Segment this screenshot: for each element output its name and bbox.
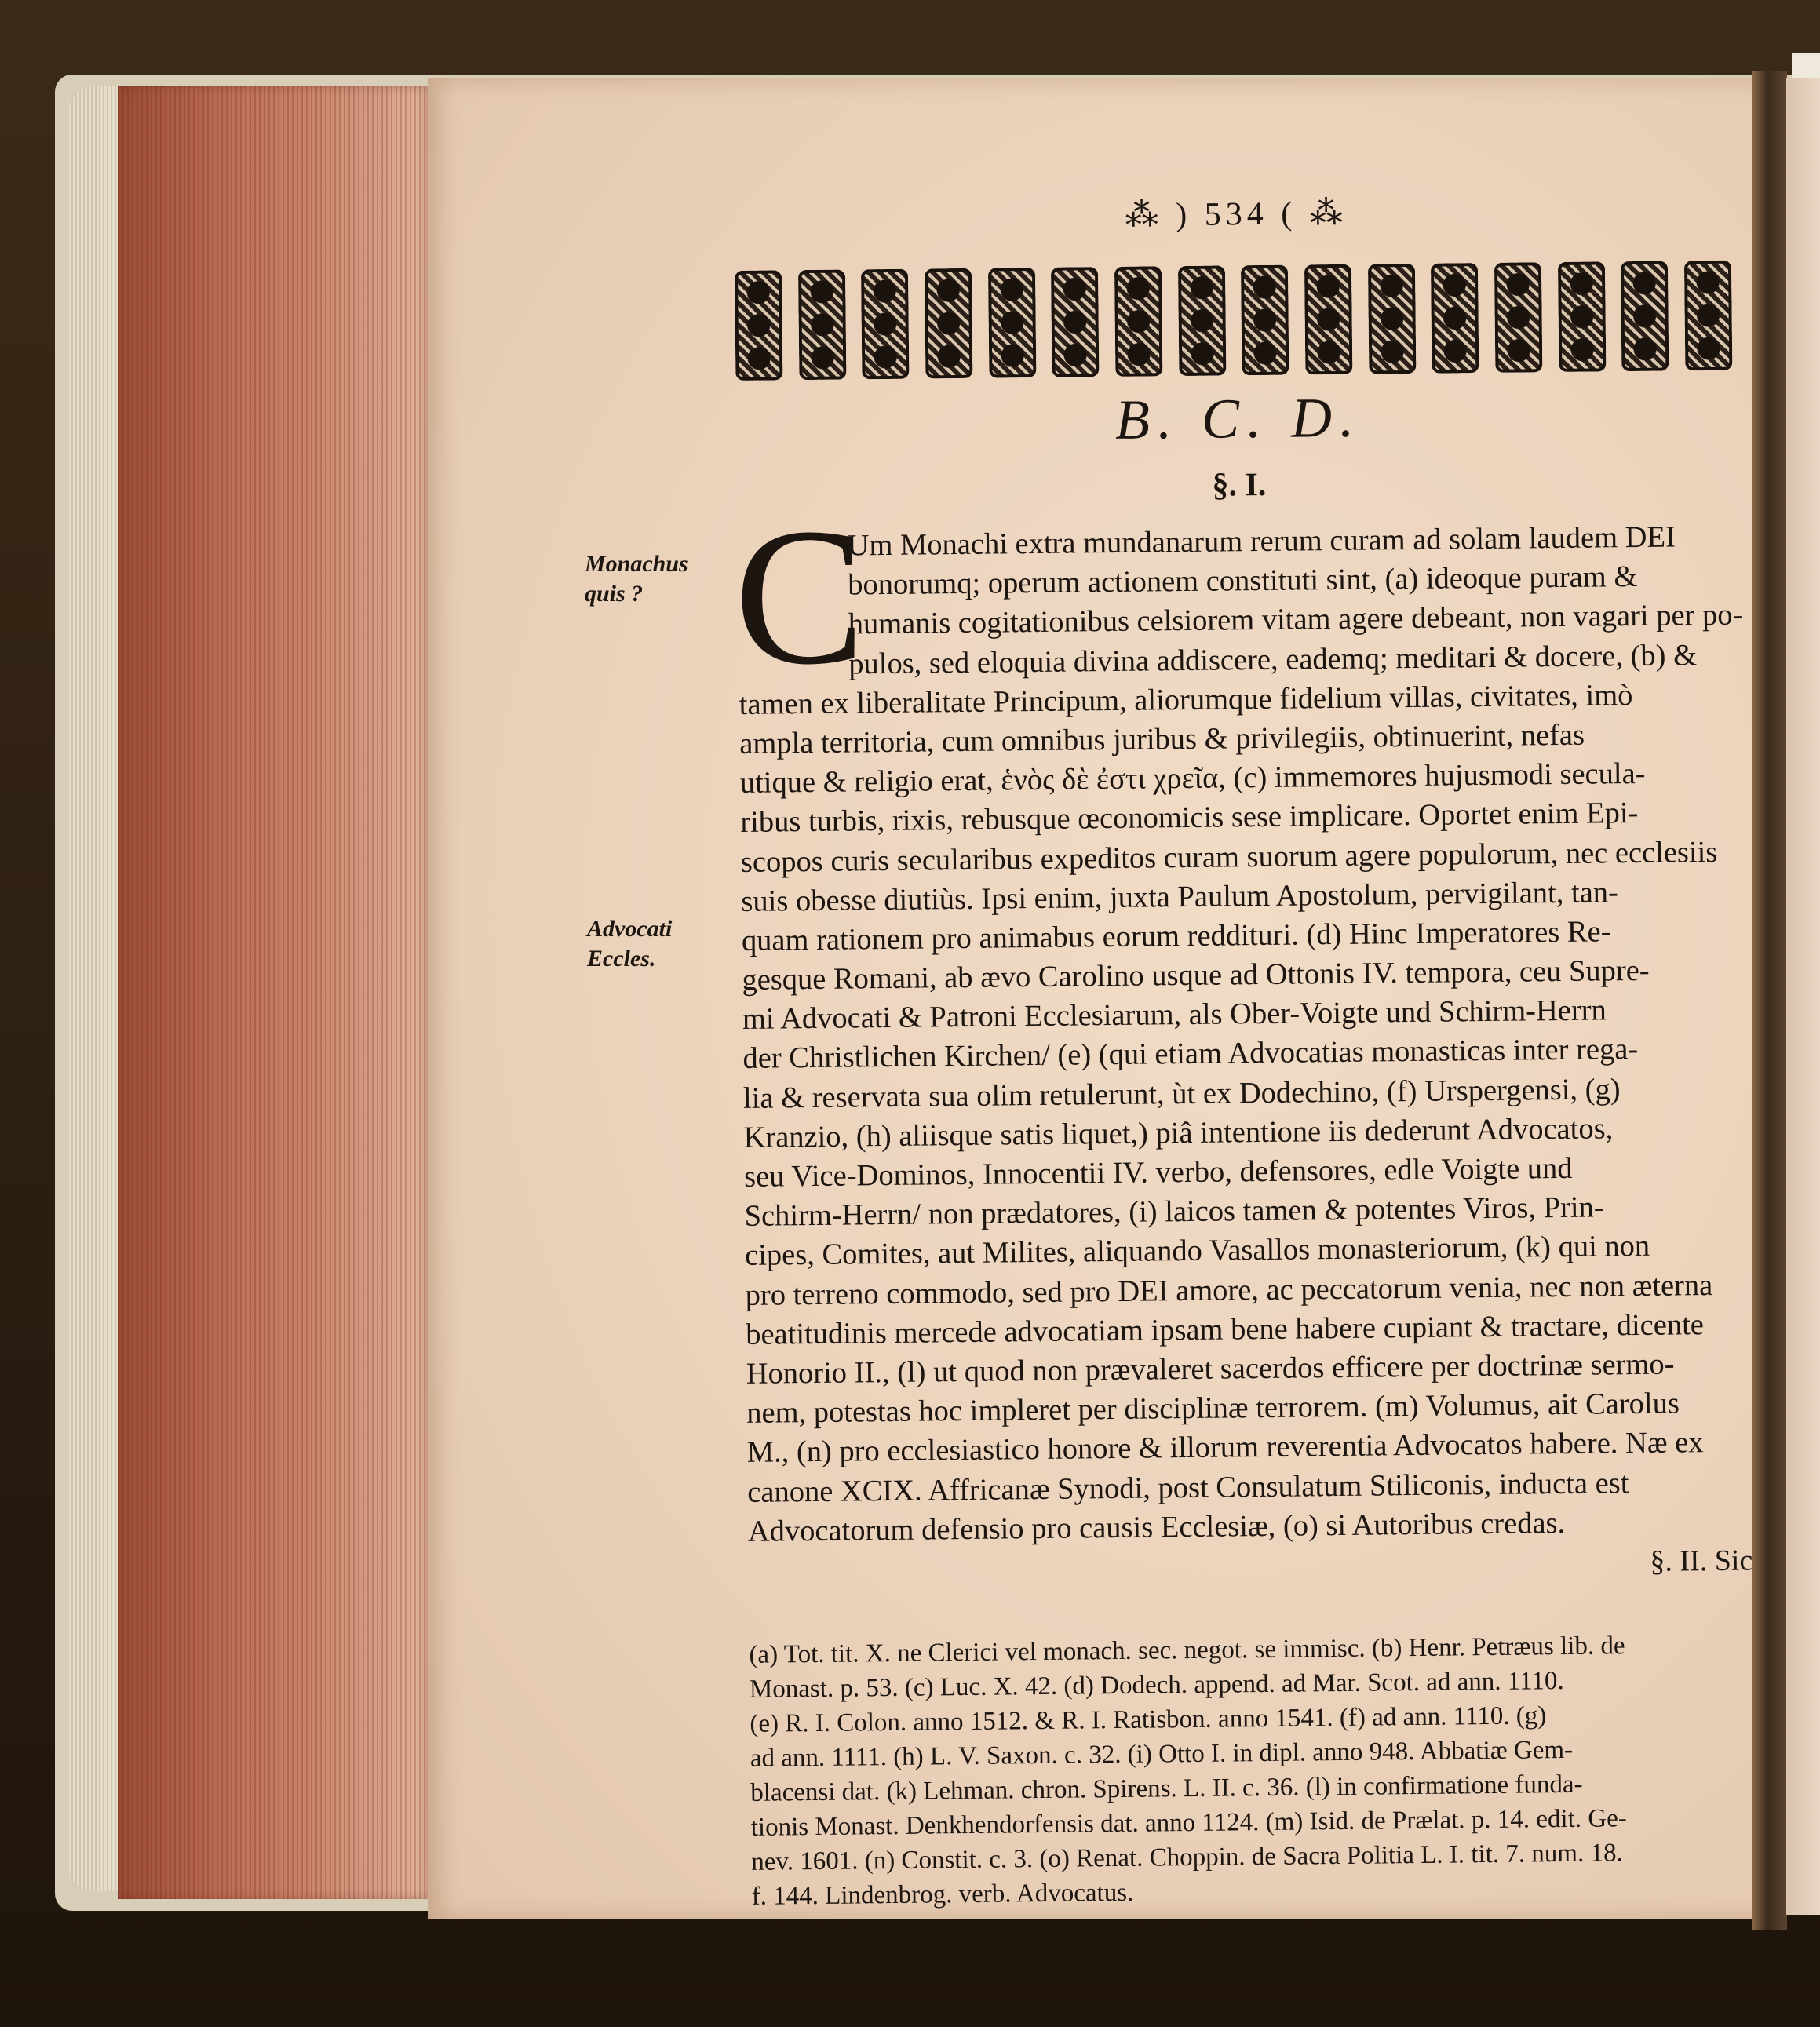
- bookmark-slip: [1792, 53, 1820, 78]
- ornament-block: [1051, 267, 1099, 377]
- drop-capital: C: [732, 487, 866, 707]
- section-title: B. C. D.: [1114, 385, 1362, 451]
- body-line: Schirm-Herrn/ non prædatores, (i) laicos tamen & potentes Viros, Prin-: [744, 1190, 1604, 1234]
- section-number: §. I.: [1212, 466, 1267, 504]
- body-line: pro terreno commodo, sed pro DEI amore, ac peccatorum venia, nec non æterna: [745, 1268, 1713, 1312]
- body-line: gesque Romani, ab ævo Carolino usque ad Ottonis IV. tempora, ceu Supre-: [742, 953, 1650, 997]
- margin-note-line: Eccles.: [587, 946, 656, 972]
- ornament-block: [925, 268, 972, 379]
- ornament-block: [1494, 262, 1542, 373]
- footnote-line: f. 144. Lindenbrog. verb. Advocatus.: [751, 1878, 1134, 1911]
- body-line: pulos, sed eloquia divina addiscere, eademq; meditari & docere, (b) &: [848, 638, 1698, 681]
- footnote-line: blacensi dat. (k) Lehman. chron. Spirens. L. II. c. 36. (l) in confirmatione funda-: [750, 1770, 1583, 1807]
- book-gutter: [1752, 71, 1787, 1930]
- catchword: §. II. Sic: [1650, 1544, 1753, 1578]
- ornament-block: [1431, 263, 1479, 374]
- ornament-block: [1621, 261, 1669, 372]
- body-line: beatitudinis mercede advocatiam ipsam bene habere cupiant & tractare, dicente: [745, 1307, 1705, 1351]
- ornament-block: [988, 268, 1036, 378]
- body-line: ribus turbis, rixis, rebusque œconomicis sese implicare. Oportet enim Epi-: [740, 797, 1639, 840]
- ornament-block: [1178, 265, 1226, 376]
- body-line: nem, potestas hoc impleret per disciplinæ terrorem. (m) Volumus, ait Carolus: [746, 1387, 1680, 1431]
- ornament-band: [735, 257, 1733, 385]
- footnote-line: (a) Tot. tit. X. ne Clerici vel monach. sec. negot. se immisc. (b) Henr. Petræus lib. de: [749, 1631, 1625, 1669]
- body-text: [737, 517, 1753, 1551]
- body-line: utique & religio erat, ἑνὸς δὲ ἐστι χρεῖα, (c) immemores hujusmodi secula-: [739, 757, 1646, 800]
- body-line: lia & reservata sua olim retulerunt, ùt ex Dodechino, (f) Urspergensi, (g): [742, 1072, 1621, 1115]
- body-line: Advocatorum defensio pro causis Ecclesiæ, (o) si Autoribus credas.: [747, 1506, 1566, 1548]
- ornament-block: [861, 269, 909, 380]
- body-line: quam rationem pro animabus eorum reddituri. (d) Hinc Imperatores Re-: [741, 915, 1611, 957]
- facing-page-edge: [1786, 78, 1820, 1915]
- margin-note-line: Advocati: [587, 916, 673, 942]
- ornament-block: [1368, 264, 1416, 374]
- ornament-block: [798, 270, 846, 381]
- footnote-line: Monast. p. 53. (c) Luc. X. 42. (d) Dodech. append. ad Mar. Scot. ad ann. 1110.: [749, 1666, 1564, 1704]
- footnote-line: nev. 1601. (n) Constit. c. 3. (o) Renat. Choppin. de Sacra Politia L. I. tit. 7. num. 18.: [751, 1839, 1623, 1876]
- footnotes: [749, 1627, 1756, 1913]
- margin-note-advocati: [587, 914, 672, 974]
- body-line: Kranzio, (h) aliisque satis liquet,) piâ intentione iis dederunt Advocatos,: [743, 1112, 1614, 1154]
- body-line: M., (n) pro ecclesiastico honore & illorum reverentia Advocatos habere. Næ ex: [746, 1426, 1704, 1470]
- footnote-line: ad ann. 1111. (h) L. V. Saxon. c. 32. (i) Otto I. in dipl. anno 948. Abbatiæ Gem-: [750, 1735, 1574, 1773]
- body-line: scopos curis secularibus expeditos curam suorum agere populorum, nec ecclesiis: [740, 835, 1718, 879]
- margin-note-line: quis ?: [585, 581, 644, 607]
- ornament-block: [1241, 265, 1289, 376]
- body-line: canone XCIX. Affricanæ Synodi, post Consulatum Stiliconis, inducta est: [747, 1466, 1629, 1509]
- footnote-line: (e) R. I. Colon. anno 1512. & R. I. Ratisbon. anno 1541. (f) ad ann. 1110. (g): [750, 1701, 1547, 1738]
- body-line: seu Vice-Dominos, Innocentii IV. verbo, defensores, edle Voigte und: [743, 1151, 1573, 1194]
- body-line: bonorumq; operum actionem constituti sint, (a) ideoque puram &: [847, 560, 1638, 602]
- body-line: cipes, Comites, aut Milites, aliquando Vasallos monasteriorum, (k) qui non: [744, 1230, 1650, 1273]
- ornament-block: [1557, 261, 1605, 372]
- ornament-block: [1304, 264, 1352, 375]
- page-text-block: [734, 186, 1756, 1914]
- body-line: Um Monachi extra mundanarum rerum curam ad solam laudem DEI: [847, 520, 1676, 563]
- red-page-edges: [118, 86, 432, 1899]
- margin-note-line: Monachus: [585, 551, 688, 577]
- body-line: suis obesse diutiùs. Ipsi enim, juxta Paulum Apostolum, pervigilant, tan-: [741, 875, 1619, 918]
- ornament-block: [735, 270, 782, 381]
- body-line: mi Advocati & Patroni Ecclesiarum, als Ober-Voigte und Schirm-Herrn: [742, 993, 1607, 1037]
- body-line: tamen ex liberalitate Principum, aliorumque fidelium villas, civitates, imò: [739, 678, 1633, 721]
- body-line: der Christlichen Kirchen/ (e) (qui etiam Advocatias monasticas inter rega-: [742, 1033, 1639, 1076]
- margin-note-monachus: [585, 549, 688, 609]
- body-line: ampla territoria, cum omnibus juribus & privilegiis, obtinuerint, nefas: [739, 718, 1585, 760]
- footnote-line: tionis Monast. Denkhendorfensis dat. anno 1124. (m) Isid. de Prælat. p. 14. edit. Ge-: [750, 1804, 1627, 1842]
- page-header: ⁂ ) 534 ( ⁂: [1125, 195, 1348, 234]
- body-line: Honorio II., (l) ut quod non prævaleret sacerdos efficere per doctrinæ sermo-: [746, 1347, 1675, 1391]
- ornament-block: [1114, 266, 1162, 377]
- ornament-block: [1684, 261, 1732, 371]
- body-line: humanis cogitationibus celsiorem vitam agere debeant, non vagari per po-: [848, 598, 1743, 641]
